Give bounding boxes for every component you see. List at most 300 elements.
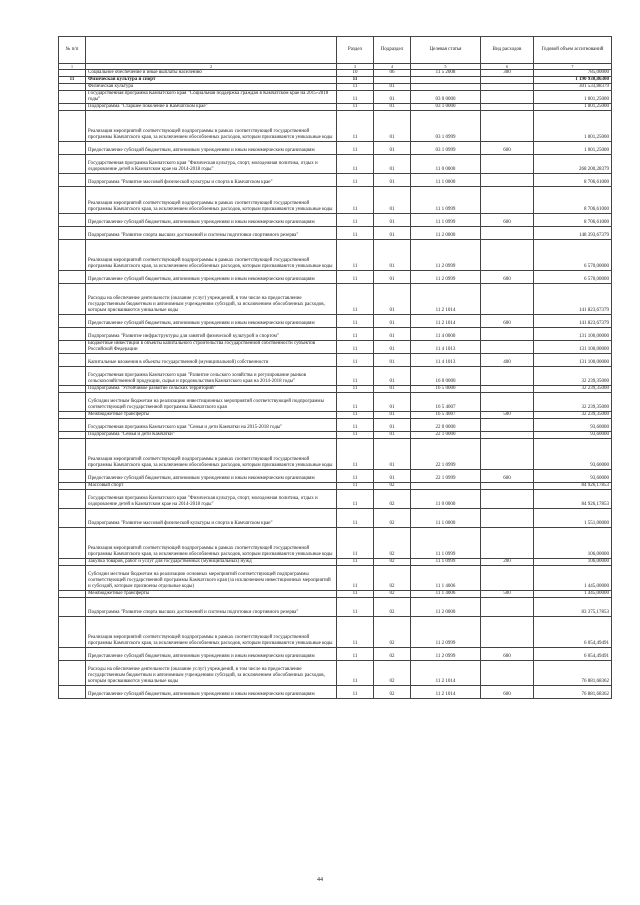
row-number [59, 341, 86, 354]
row-name: Предоставление субсидий бюджетным, автономным учреждениям и иным некоммерческим организациям [86, 686, 337, 699]
table-row [59, 509, 612, 528]
row-target-article: 16 0 0000 [411, 367, 481, 386]
row-podrazdel: 01 [374, 341, 411, 354]
row-expense-type [481, 187, 534, 214]
row-name: Подпрограмма "Развитие спорта высших достижений и системы подготовки спортивного резерва" [86, 227, 337, 240]
row-amount: 8 706,61000 [534, 174, 612, 187]
row-amount: 785,00000 [534, 70, 612, 77]
row-amount: 1 445,00000 [534, 566, 612, 591]
row-amount: 131 100,00000 [534, 328, 612, 341]
row-expense-type: 400 [481, 354, 534, 367]
table-row [59, 617, 612, 648]
row-name: Государственная программа Камчатского края "Физическая культура, спорт, молодежная политика, отдых и оздоровление детей в Камчатском крае на 2014-2018 годы" [86, 490, 337, 509]
row-razdel: 11 [337, 559, 374, 566]
row-razdel: 11 [337, 284, 374, 315]
row-target-article: 11 1 0999 [411, 214, 481, 227]
row-podrazdel: 02 [374, 509, 411, 528]
row-amount: 93,60000 [534, 470, 612, 483]
row-razdel: 11 [337, 419, 374, 432]
row-expense-type [481, 386, 534, 393]
row-number [59, 104, 86, 111]
row-expense-type [481, 566, 534, 591]
row-amount: 1 001,25000 [534, 104, 612, 111]
row-expense-type: 500 [481, 412, 534, 419]
header-name [86, 37, 337, 64]
table-row [59, 566, 612, 591]
table-row [59, 367, 612, 386]
row-razdel: 11 [337, 591, 374, 598]
row-razdel: 11 [337, 509, 374, 528]
column-index: 6 [481, 64, 534, 70]
row-name: Подпрограмма "Семья и дети Камчатки" [86, 432, 337, 439]
row-podrazdel: 01 [374, 174, 411, 187]
row-amount: 8 706,61000 [534, 187, 612, 214]
row-name: Реализация мероприятий соответствующей подпрограммы в рамках соответствующей государственной программы Камчатского края, за исключением обособленных расходов, которым присваиваются уникальные коды [86, 187, 337, 214]
row-razdel: 11 [337, 227, 374, 240]
row-razdel: 11 [337, 104, 374, 111]
column-index: 1 [59, 64, 86, 70]
row-podrazdel: 02 [374, 686, 411, 699]
row-name: Подпрограмма "Старшее поколение в Камчатском крае" [86, 104, 337, 111]
row-number [59, 432, 86, 439]
column-index: 3 [337, 64, 374, 70]
row-number [59, 419, 86, 432]
row-name: Реализация мероприятий соответствующей подпрограммы в рамках соответствующей государственной программы Камчатского края, за исключением обособленных расходов, которым присваиваются уникальные коды [86, 439, 337, 470]
row-target-article: 03 0 0000 [411, 91, 481, 104]
row-amount: 141 823,67379 [534, 315, 612, 328]
row-number [59, 648, 86, 661]
column-index: 2 [86, 64, 337, 70]
row-number [59, 591, 86, 598]
row-target-article: 11 2 0999 [411, 617, 481, 648]
row-number [59, 227, 86, 240]
row-target-article: 11 0 0000 [411, 490, 481, 509]
row-target-article: 11 2 0000 [411, 598, 481, 617]
row-target-article: 11 1 4006 [411, 591, 481, 598]
row-amount: 268 200,28379 [534, 155, 612, 174]
row-number [59, 214, 86, 227]
row-razdel: 11 [337, 367, 374, 386]
row-expense-type: 200 [481, 559, 534, 566]
row-number [59, 111, 86, 142]
row-podrazdel [374, 77, 411, 84]
row-podrazdel: 01 [374, 412, 411, 419]
row-name: Расходы на обеспечение деятельности (оказание услуг) учреждений, в том числе на предоставление государственным бюджетным и автономным учреждениям субсидий, за исключением обособленных расходов, которым присваиваются уникальные коды [86, 284, 337, 315]
row-target-article: 11 2 1014 [411, 686, 481, 699]
row-podrazdel: 01 [374, 214, 411, 227]
row-podrazdel: 01 [374, 84, 411, 91]
header-razdel: Раздел [337, 37, 374, 64]
row-expense-type [481, 104, 534, 111]
row-target-article: 11 5 2008 [411, 70, 481, 77]
row-expense-type [481, 509, 534, 528]
row-target-article [411, 84, 481, 91]
row-podrazdel: 01 [374, 227, 411, 240]
row-podrazdel: 01 [374, 111, 411, 142]
row-amount: 32 239,35000 [534, 367, 612, 386]
row-number [59, 315, 86, 328]
row-target-article: 03 1 0000 [411, 104, 481, 111]
table-row [59, 271, 612, 284]
row-amount: 93,60000 [534, 432, 612, 439]
row-expense-type: 600 [481, 315, 534, 328]
row-target-article: 11 2 0999 [411, 648, 481, 661]
row-amount: 131 100,00000 [534, 341, 612, 354]
row-expense-type [481, 227, 534, 240]
table-row [59, 470, 612, 483]
row-number [59, 142, 86, 155]
row-number [59, 559, 86, 566]
table-row [59, 70, 612, 77]
header-expense-type: Вид расходов [481, 37, 534, 64]
row-podrazdel: 01 [374, 284, 411, 315]
table-row [59, 591, 612, 598]
row-podrazdel: 02 [374, 598, 411, 617]
row-target-article: 11 0 0000 [411, 155, 481, 174]
column-index: 7 [534, 64, 612, 70]
row-razdel: 11 [337, 214, 374, 227]
row-target-article: 22 1 0999 [411, 439, 481, 470]
row-name: Межбюджетные трансферты [86, 412, 337, 419]
row-name: Реализация мероприятий соответствующей подпрограммы в рамках соответствующей государственной программы Камчатского края, за исключением обособленных расходов, которым присваиваются уникальные коды [86, 528, 337, 559]
row-amount: 76 881,68362 [534, 686, 612, 699]
row-name: Расходы на обеспечение деятельности (оказание услуг) учреждений, в том числе на предоставление государственным бюджетным и автономным учреждениям субсидий, за исключением обособленных расходов, которым присваиваются уникальные коды [86, 661, 337, 686]
row-podrazdel: 02 [374, 566, 411, 591]
row-podrazdel: 01 [374, 419, 411, 432]
column-index: 4 [374, 64, 411, 70]
row-name: Государственная программа Камчатского края "Семья и дети Камчатки на 2015-2018 годы" [86, 419, 337, 432]
row-amount: 84 926,17853 [534, 483, 612, 490]
row-expense-type [481, 617, 534, 648]
row-target-article [411, 483, 481, 490]
row-name: Подпрограмма "Устойчивое развитие сельских территорий" [86, 386, 337, 393]
header-annual-amount: Годовой объем ассигнований [534, 37, 612, 64]
row-amount: 76 881,68362 [534, 661, 612, 686]
row-target-article: 22 1 0999 [411, 470, 481, 483]
row-expense-type [481, 155, 534, 174]
row-number [59, 490, 86, 509]
row-expense-type [481, 661, 534, 686]
table-row [59, 393, 612, 412]
row-podrazdel: 02 [374, 617, 411, 648]
header-target-article: Целевая статья [411, 37, 481, 64]
row-name: Предоставление субсидий бюджетным, автономным учреждениям и иным некоммерческим организациям [86, 142, 337, 155]
row-amount: 32 239,35000 [534, 412, 612, 419]
row-podrazdel: 01 [374, 470, 411, 483]
table-row [59, 142, 612, 155]
row-razdel: 11 [337, 386, 374, 393]
row-target-article: 03 1 0999 [411, 142, 481, 155]
row-target-article: 11 4 0000 [411, 328, 481, 341]
table-row [59, 354, 612, 367]
row-expense-type [481, 490, 534, 509]
row-target-article: 11 1 0999 [411, 528, 481, 559]
row-name: Государственная программа Камчатского края "Физическая культура, спорт, молодежная политика, отдых и оздоровление детей в Камчатском крае на 2014-2018 годы" [86, 155, 337, 174]
row-expense-type: 500 [481, 591, 534, 598]
row-number [59, 328, 86, 341]
table-row [59, 439, 612, 470]
header-podrazdel: Подраздел [374, 37, 411, 64]
row-number [59, 412, 86, 419]
row-number [59, 91, 86, 104]
row-amount: 93,60000 [534, 439, 612, 470]
row-name: Предоставление субсидий бюджетным, автономным учреждениям и иным некоммерческим организациям [86, 648, 337, 661]
row-razdel: 11 [337, 328, 374, 341]
row-podrazdel: 02 [374, 661, 411, 686]
row-name: Реализация мероприятий соответствующей подпрограммы в рамках соответствующей государственной программы Камчатского края, за исключением обособленных расходов, которым присваиваются уникальные коды [86, 240, 337, 271]
row-name: Физическая культура и спорт [86, 77, 337, 84]
row-number [59, 284, 86, 315]
row-number [59, 240, 86, 271]
table-row [59, 214, 612, 227]
row-podrazdel: 01 [374, 271, 411, 284]
table-body [59, 70, 612, 699]
row-razdel: 11 [337, 341, 374, 354]
table-row [59, 686, 612, 699]
row-name: Субсидии местным бюджетам на реализацию основных мероприятий соответствующей подпрограммы соответствующей государственной программы Камчатского края (за исключением инвестиционных мероприятий и субсидий, которым присвоены отдельные коды) [86, 566, 337, 591]
document-page [58, 36, 611, 699]
row-target-article: 11 1 0000 [411, 509, 481, 528]
row-podrazdel: 06 [374, 70, 411, 77]
row-amount: 83 375,17853 [534, 598, 612, 617]
row-number [59, 70, 86, 77]
row-expense-type [481, 528, 534, 559]
page-number: 44 [317, 877, 323, 883]
row-expense-type [481, 598, 534, 617]
row-target-article: 11 4 1013 [411, 354, 481, 367]
row-target-article: 11 2 0999 [411, 271, 481, 284]
row-podrazdel: 02 [374, 648, 411, 661]
row-expense-type [481, 284, 534, 315]
table-row [59, 84, 612, 91]
row-expense-type [481, 84, 534, 91]
table-header-row [59, 37, 612, 64]
row-razdel: 11 [337, 111, 374, 142]
row-amount: 6 570,00000 [534, 240, 612, 271]
row-razdel: 11 [337, 598, 374, 617]
row-amount: 1 551,00000 [534, 509, 612, 528]
row-name: Капитальные вложения в объекты государственной (муниципальной) собственности [86, 354, 337, 367]
row-razdel: 11 [337, 77, 374, 84]
row-podrazdel: 01 [374, 367, 411, 386]
row-number [59, 386, 86, 393]
row-target-article: 11 2 0000 [411, 227, 481, 240]
row-number [59, 84, 86, 91]
row-amount: 1 445,00000 [534, 591, 612, 598]
row-razdel: 11 [337, 686, 374, 699]
row-target-article: 11 1 0999 [411, 187, 481, 214]
row-razdel: 11 [337, 470, 374, 483]
row-target-article: 22 0 0000 [411, 419, 481, 432]
row-expense-type: 600 [481, 214, 534, 227]
row-number [59, 271, 86, 284]
row-razdel: 11 [337, 648, 374, 661]
row-podrazdel: 01 [374, 393, 411, 412]
table-row [59, 284, 612, 315]
row-razdel: 11 [337, 155, 374, 174]
column-index: 5 [411, 64, 481, 70]
row-name: Физическая культура [86, 84, 337, 91]
row-podrazdel: 02 [374, 559, 411, 566]
row-number [59, 155, 86, 174]
table-row [59, 240, 612, 271]
table-row [59, 432, 612, 439]
row-razdel: 11 [337, 490, 374, 509]
row-expense-type: 600 [481, 271, 534, 284]
table-row [59, 155, 612, 174]
table-row [59, 227, 612, 240]
row-razdel: 11 [337, 354, 374, 367]
row-podrazdel: 01 [374, 240, 411, 271]
table-row [59, 490, 612, 509]
table-row [59, 528, 612, 559]
row-razdel: 10 [337, 70, 374, 77]
row-target-article: 11 4 1013 [411, 341, 481, 354]
row-name: Массовый спорт [86, 483, 337, 490]
row-target-article: 11 1 0999 [411, 559, 481, 566]
row-amount: 84 926,17853 [534, 490, 612, 509]
row-number [59, 439, 86, 470]
row-name: Подпрограмма "Развитие инфраструктуры для занятий физической культурой и спортом" [86, 328, 337, 341]
table-row [59, 598, 612, 617]
row-podrazdel: 02 [374, 528, 411, 559]
table-row [59, 661, 612, 686]
row-name: Подпрограмма "Развитие массовой физической культуры и спорта в Камчатском крае" [86, 509, 337, 528]
row-amount: 1 001,25000 [534, 142, 612, 155]
table-row [59, 111, 612, 142]
row-razdel: 11 [337, 187, 374, 214]
table-row [59, 315, 612, 328]
row-expense-type [481, 91, 534, 104]
row-name: Бюджетные инвестиции в объекты капитального строительства государственной собственности субъектов Российской Федерации [86, 341, 337, 354]
row-name: Подпрограмма "Развитие спорта высших достижений и системы подготовки спортивного резерва" [86, 598, 337, 617]
row-expense-type [481, 174, 534, 187]
row-target-article: 22 1 0000 [411, 432, 481, 439]
row-podrazdel: 01 [374, 104, 411, 111]
row-amount: 131 100,00000 [534, 354, 612, 367]
table-row [59, 328, 612, 341]
table-row [59, 104, 612, 111]
row-razdel: 11 [337, 393, 374, 412]
row-amount: 106,00000 [534, 559, 612, 566]
row-number [59, 566, 86, 591]
row-amount: 93,60000 [534, 419, 612, 432]
row-amount: 6 054,49491 [534, 617, 612, 648]
row-podrazdel: 01 [374, 432, 411, 439]
row-razdel: 11 [337, 566, 374, 591]
row-number [59, 393, 86, 412]
row-target-article: 11 1 4006 [411, 566, 481, 591]
row-podrazdel: 02 [374, 591, 411, 598]
header-no: № п/п [59, 37, 86, 64]
row-expense-type [481, 240, 534, 271]
row-expense-type [481, 393, 534, 412]
table-row [59, 419, 612, 432]
row-name: Предоставление субсидий бюджетным, автономным учреждениям и иным некоммерческим организациям [86, 470, 337, 483]
row-name: Социальное обеспечение и иные выплаты населению [86, 70, 337, 77]
row-podrazdel: 01 [374, 439, 411, 470]
row-target-article: 16 5 4007 [411, 412, 481, 419]
row-expense-type [481, 419, 534, 432]
row-name: Закупка товаров, работ и услуг для государственных (муниципальных) нужд [86, 559, 337, 566]
row-amount: 32 239,35000 [534, 393, 612, 412]
row-expense-type [481, 341, 534, 354]
row-expense-type: 300 [481, 70, 534, 77]
row-target-article: 16 5 0000 [411, 386, 481, 393]
table-row [59, 648, 612, 661]
row-expense-type [481, 432, 534, 439]
row-podrazdel: 01 [374, 142, 411, 155]
row-name: Предоставление субсидий бюджетным, автономным учреждениям и иным некоммерческим организациям [86, 214, 337, 227]
row-name: Государственная программа Камчатского края "Социальная поддержка граждан в Камчатском крае на 2015-2018 годы" [86, 91, 337, 104]
row-number [59, 617, 86, 648]
row-expense-type [481, 439, 534, 470]
row-podrazdel: 01 [374, 91, 411, 104]
row-amount: 148 393,67379 [534, 227, 612, 240]
table-row [59, 386, 612, 393]
row-number [59, 367, 86, 386]
row-expense-type: 600 [481, 648, 534, 661]
row-expense-type [481, 483, 534, 490]
table-row [59, 174, 612, 187]
row-number [59, 661, 86, 686]
row-podrazdel: 01 [374, 155, 411, 174]
row-expense-type [481, 111, 534, 142]
row-target-article: 03 1 0999 [411, 111, 481, 142]
row-podrazdel: 01 [374, 315, 411, 328]
row-amount: 141 823,67379 [534, 284, 612, 315]
row-number [59, 483, 86, 490]
row-number [59, 174, 86, 187]
row-name: Предоставление субсидий бюджетным, автономным учреждениям и иным некоммерческим организациям [86, 315, 337, 328]
row-target-article: 11 2 0999 [411, 240, 481, 271]
row-number [59, 354, 86, 367]
row-razdel: 11 [337, 240, 374, 271]
row-expense-type [481, 328, 534, 341]
row-number [59, 470, 86, 483]
row-razdel: 11 [337, 432, 374, 439]
budget-table [58, 36, 612, 699]
row-amount: 1 001,25000 [534, 111, 612, 142]
row-razdel: 11 [337, 617, 374, 648]
row-expense-type: 600 [481, 142, 534, 155]
row-expense-type: 600 [481, 470, 534, 483]
row-name: Реализация мероприятий соответствующей подпрограммы в рамках соответствующей государственной программы Камчатского края, за исключением обособленных расходов, которым присваиваются уникальные коды [86, 111, 337, 142]
row-expense-type [481, 77, 534, 84]
row-target-article: 11 2 1014 [411, 315, 481, 328]
row-razdel: 11 [337, 528, 374, 559]
row-podrazdel: 01 [374, 328, 411, 341]
row-amount: 1 190 930,86300 [534, 77, 612, 84]
row-razdel: 11 [337, 315, 374, 328]
row-razdel: 11 [337, 661, 374, 686]
row-name: Межбюджетные трансферты [86, 591, 337, 598]
row-razdel: 11 [337, 271, 374, 284]
row-amount: 301 533,88379 [534, 84, 612, 91]
row-razdel: 11 [337, 142, 374, 155]
table-row [59, 341, 612, 354]
table-row [59, 483, 612, 490]
row-podrazdel: 02 [374, 483, 411, 490]
row-razdel: 11 [337, 174, 374, 187]
row-podrazdel: 02 [374, 490, 411, 509]
table-row [59, 559, 612, 566]
row-amount: 8 706,61000 [534, 214, 612, 227]
row-razdel: 11 [337, 439, 374, 470]
row-razdel: 11 [337, 91, 374, 104]
row-target-article: 16 5 4007 [411, 393, 481, 412]
row-target-article: 11 2 1014 [411, 284, 481, 315]
